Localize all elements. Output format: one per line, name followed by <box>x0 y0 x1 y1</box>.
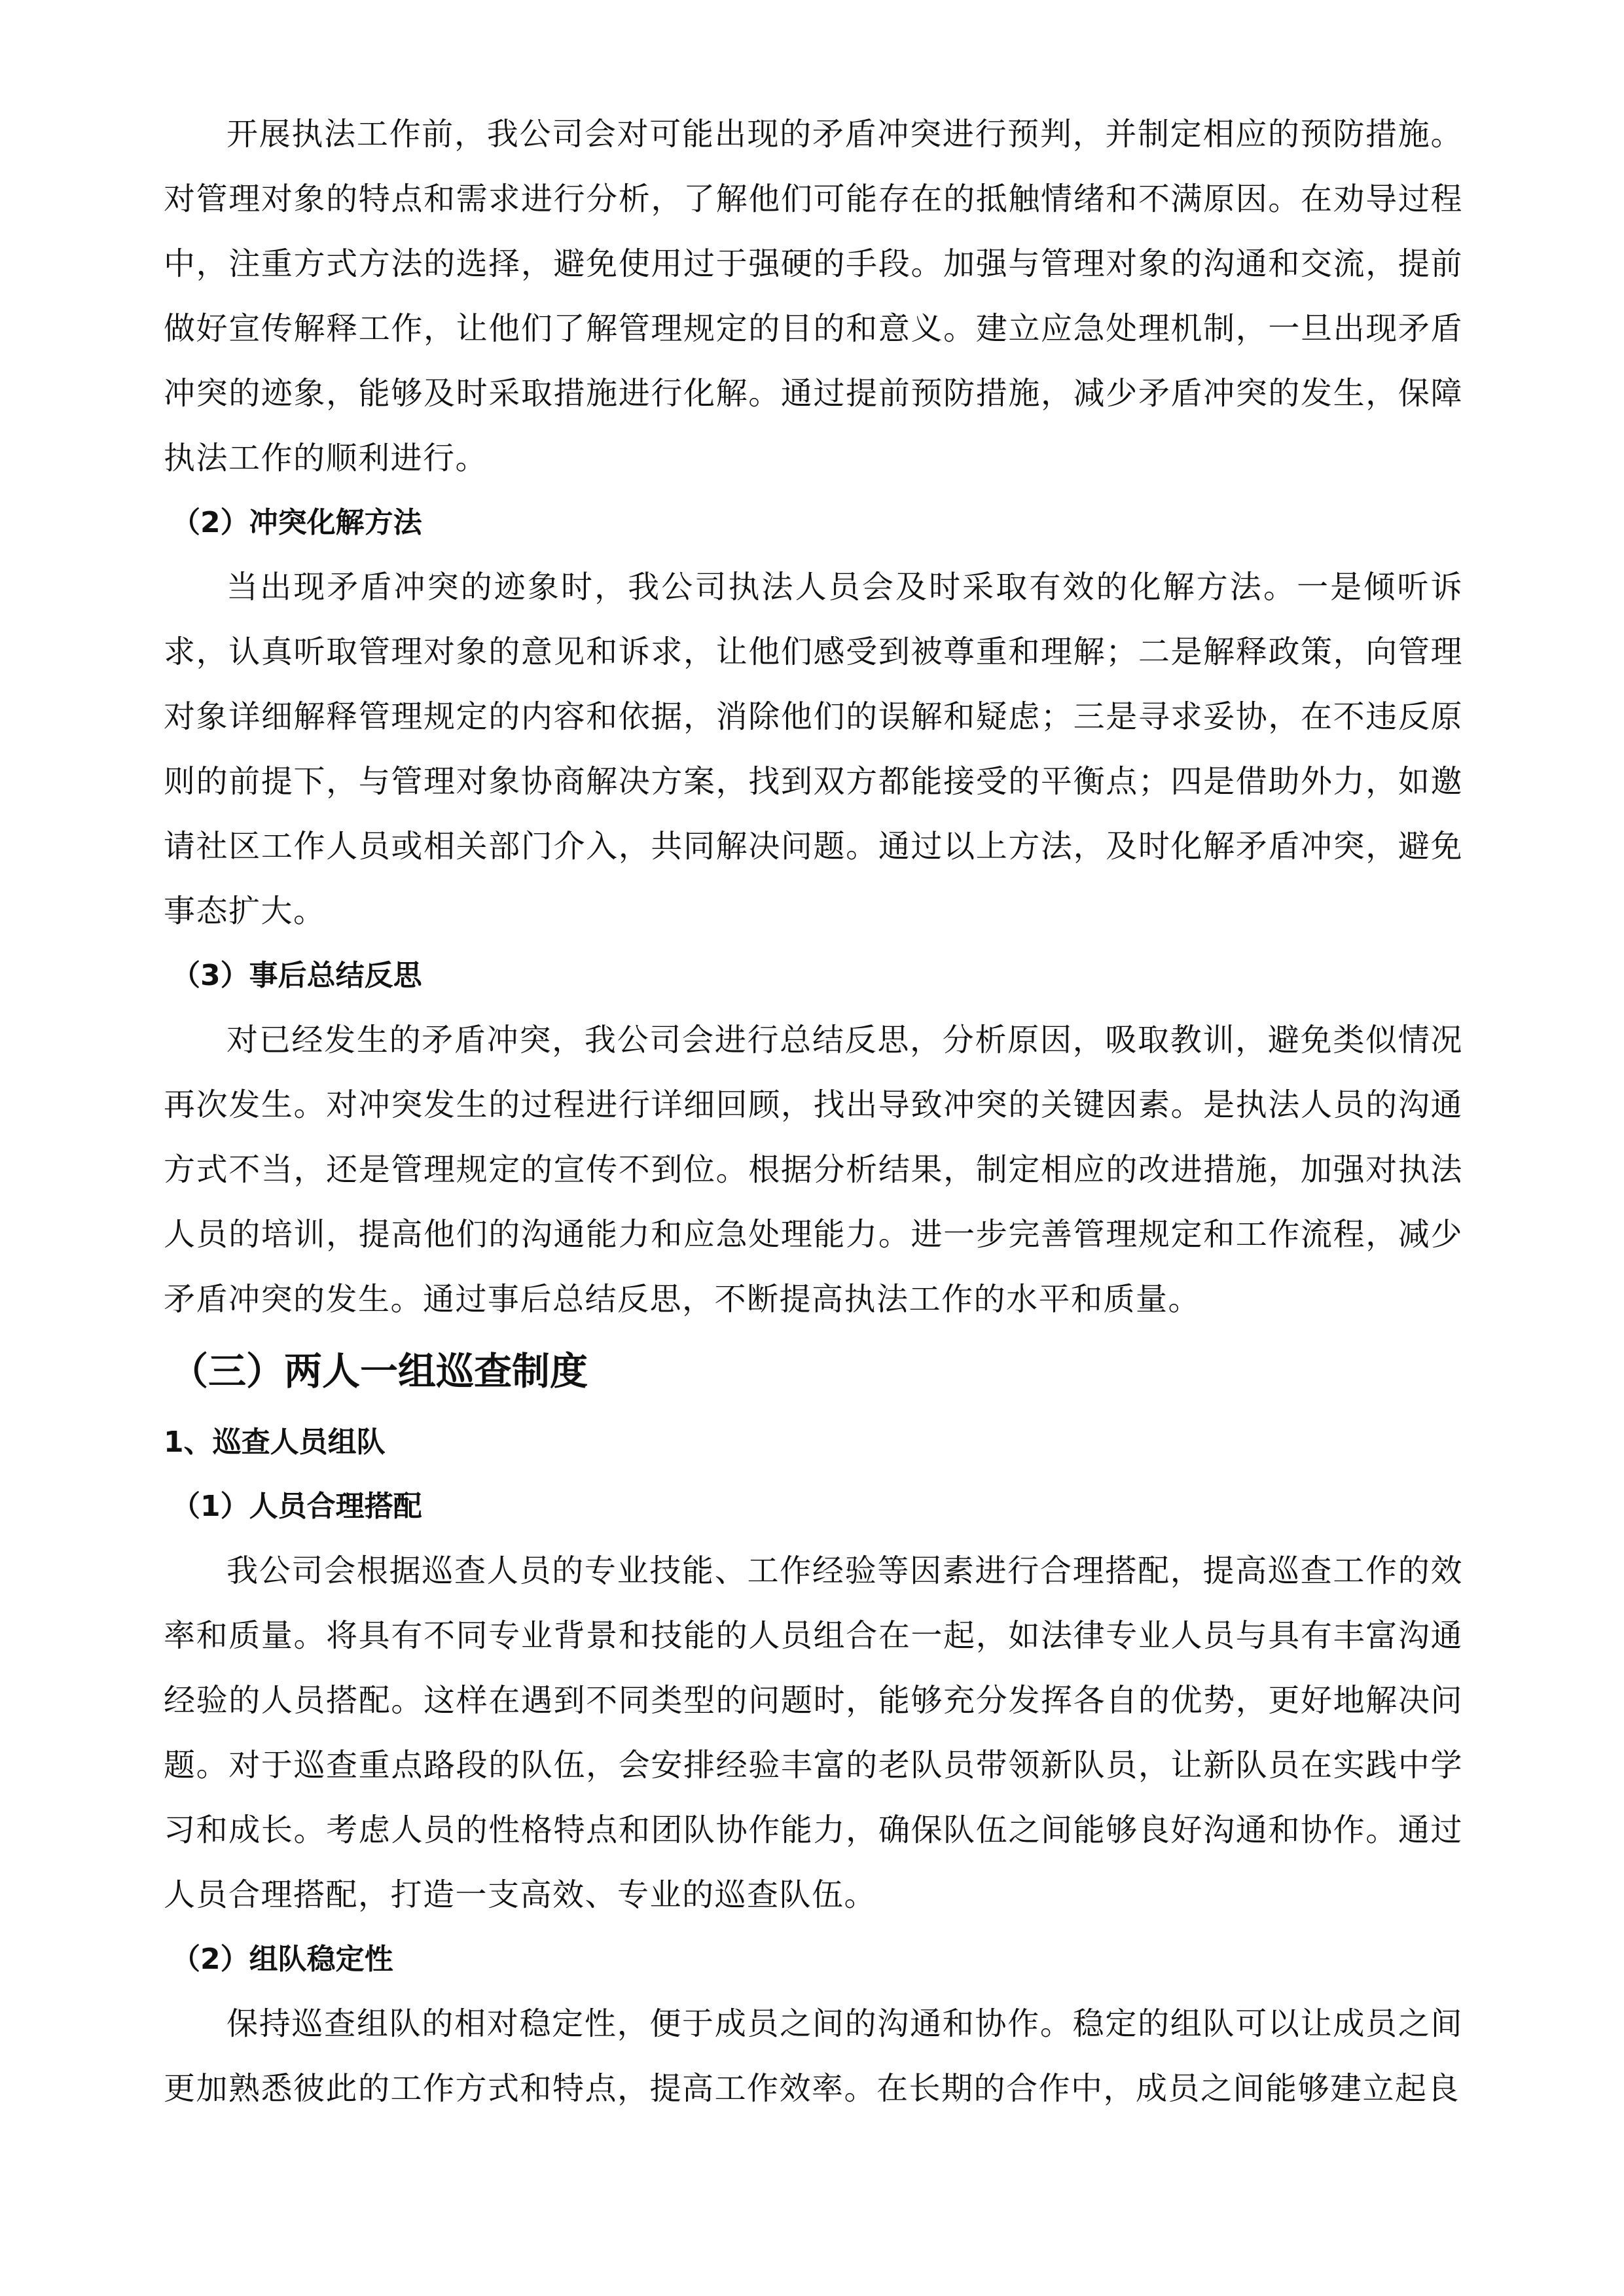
paragraph-team-stability: 保持巡查组队的相对稳定性，便于成员之间的沟通和协作。稳定的组队可以让成员之间更加熟悉彼此的工作方式和特点，提高工作效率。在长期的合作中，成员之间能够建立起良 <box>164 2005 1463 2107</box>
heading-post-event-review: （3）事后总结反思 <box>171 959 422 992</box>
paragraph-conflict-resolution: 当出现矛盾冲突的迹象时，我公司执法人员会及时采取有效的化解方法。一是倾听诉求，认真听取管理对象的意见和诉求，让他们感受到被尊重和理解；二是解释政策，向管理对象详细解释管理规定的内容和依据，消除他们的误解和疑虑；三是寻求妥协，在不违反原则的前提下，与管理对象协商解决方案，找到双方都能接受的平衡点；四是借助外力，如邀请社区工作人员或相关部门介入，共同解决问题。通过以上方法，及时化解矛盾冲突，避免事态扩大。 <box>164 569 1463 929</box>
heading-conflict-resolution-methods: （2）冲突化解方法 <box>171 506 422 539</box>
subsection-heading-patrol-teaming: 1、巡查人员组队 <box>164 1426 386 1459</box>
paragraph-conflict-prevention: 开展执法工作前，我公司会对可能出现的矛盾冲突进行预判，并制定相应的预防措施。对管理对象的特点和需求进行分析，了解他们可能存在的抵触情绪和不满原因。在劝导过程中，注重方式方法的选择，避免使用过于强硬的手段。加强与管理对象的沟通和交流，提前做好宣传解释工作，让他们了解管理规定的目的和意义。建立应急处理机制，一旦出现矛盾冲突的迹象，能够及时采取措施进行化解。通过提前预防措施，减少矛盾冲突的发生，保障执法工作的顺利进行。 <box>164 116 1463 476</box>
paragraph-post-event-review: 对已经发生的矛盾冲突，我公司会进行总结反思，分析原因，吸取教训，避免类似情况再次发生。对冲突发生的过程进行详细回顾，找出导致冲突的关键因素。是执法人员的沟通方式不当，还是管理规定的宣传不到位。根据分析结果，制定相应的改进措施，加强对执法人员的培训，提高他们的沟通能力和应急处理能力。进一步完善管理规定和工作流程，减少矛盾冲突的发生。通过事后总结反思，不断提高执法工作的水平和质量。 <box>164 1022 1463 1318</box>
document-body <box>164 102 1463 2121</box>
section-heading-two-person-patrol: （三）两人一组巡查制度 <box>170 1349 588 1393</box>
paragraph-personnel-matching: 我公司会根据巡查人员的专业技能、工作经验等因素进行合理搭配，提高巡查工作的效率和质量。将具有不同专业背景和技能的人员组合在一起，如法律专业人员与具有丰富沟通经验的人员搭配。这样在遇到不同类型的问题时，能够充分发挥各自的优势，更好地解决问题。对于巡查重点路段的队伍，会安排经验丰富的老队员带领新队员，让新队员在实践中学习和成长。考虑人员的性格特点和团队协作能力，确保队伍之间能够良好沟通和协作。通过人员合理搭配，打造一支高效、专业的巡查队伍。 <box>164 1552 1463 1913</box>
heading-team-stability: （2）组队稳定性 <box>171 1943 393 1976</box>
heading-personnel-matching: （1）人员合理搭配 <box>171 1490 422 1523</box>
